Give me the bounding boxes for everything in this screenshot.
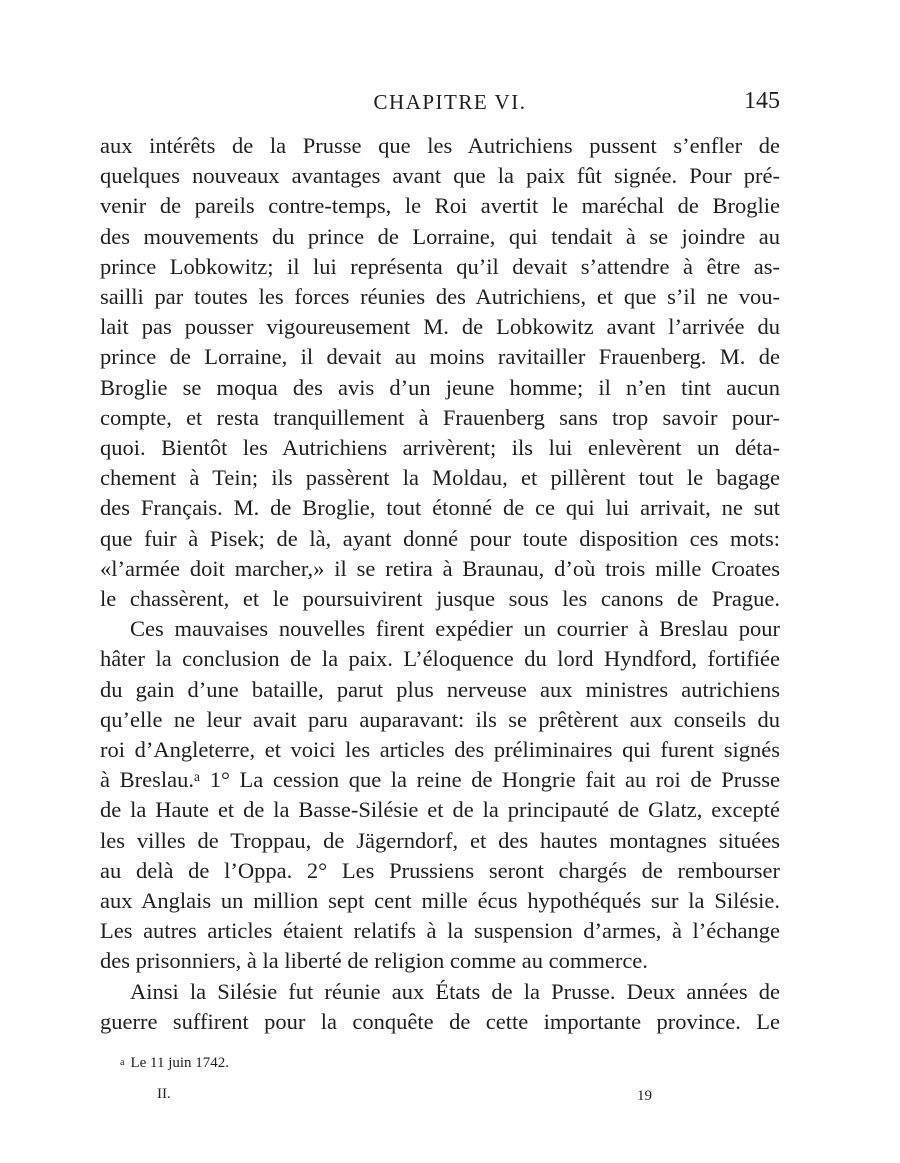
text-line: Broglie se moqua des avis d’un jeune homme; il n’en tint aucun xyxy=(100,374,780,400)
text-line: au delà de l’Oppa. 2° Les Prussiens seront chargés de rembourser xyxy=(100,857,780,883)
text-line: quelques nouveaux avantages avant que la paix fût signée. Pour pré- xyxy=(100,163,780,189)
volume-number: II. xyxy=(157,1086,171,1102)
text-line: prince de Lorraine, il devait au moins ravitailler Frauenberg. M. de xyxy=(100,344,780,370)
footnote-text: Le 11 juin 1742. xyxy=(130,1055,230,1071)
text-line: Ces mauvaises nouvelles firent expédier un courrier à Breslau pour xyxy=(130,616,780,642)
text-line: les villes de Troppau, de Jägerndorf, et des hautes montagnes situées xyxy=(100,827,780,853)
text-line: sailli par toutes les forces réunies des Autrichiens, et que s’il ne vou- xyxy=(100,284,780,310)
text-line: qu’elle ne leur avait paru auparavant: ils se prêtèrent aux conseils du xyxy=(100,706,780,732)
text-line: hâter la conclusion de la paix. L’éloquence du lord Hyndford, fortifiée xyxy=(100,646,780,672)
page-number: 145 xyxy=(744,88,780,114)
text-line: des Français. M. de Broglie, tout étonné de ce qui lui arrivait, ne sut xyxy=(100,495,780,521)
text-line: roi d’Angleterre, et voici les articles des préliminaires qui furent signés xyxy=(100,737,780,763)
footnote xyxy=(120,1055,229,1072)
text-line: aux Anglais un million sept cent mille écus hypothéqués sur la Silésie. xyxy=(100,888,780,914)
text-line: des prisonniers, à la liberté de religion comme au commerce. xyxy=(100,948,648,974)
text-line: quoi. Bientôt les Autrichiens arrivèrent; ils lui enlevèrent un déta- xyxy=(100,435,780,461)
text-line: à Breslau.ᵃ 1° La cession que la reine de Hongrie fait au roi de Prusse xyxy=(100,767,780,793)
text-line: «l’armée doit marcher,» il se retira à Braunau, d’où trois mille Croates xyxy=(100,555,780,581)
text-line: du gain d’une bataille, parut plus nerveuse aux ministres autrichiens xyxy=(100,676,780,702)
text-line: prince Lobkowitz; il lui représenta qu’il devait s’attendre à être as- xyxy=(100,253,780,279)
text-line: que fuir à Pisek; de là, ayant donné pour toute disposition ces mots: xyxy=(100,525,780,551)
text-line: aux intérêts de la Prusse que les Autrichiens pussent s’enfler de xyxy=(100,133,780,158)
paragraph xyxy=(100,131,780,614)
running-title: CHAPITRE VI. xyxy=(373,90,527,114)
text-line: le chassèrent, et le poursuivirent jusque sous les canons de Prague. xyxy=(100,586,780,612)
signature-mark: 19 xyxy=(637,1088,652,1104)
text-line: Ainsi la Silésie fut réunie aux États de la Prusse. Deux années de xyxy=(130,978,780,1004)
body-text xyxy=(100,131,780,1037)
text-line: des mouvements du prince de Lorraine, qui tendait à se joindre au xyxy=(100,223,780,249)
text-line: lait pas pousser vigoureusement M. de Lobkowitz avant l’arrivée du xyxy=(100,314,780,340)
paragraph xyxy=(100,977,780,1037)
text-line: chement à Tein; ils passèrent la Moldau, et pillèrent tout le bagage xyxy=(100,465,780,491)
text-line: guerre suffirent pour la conquête de cette importante province. Le xyxy=(100,1008,780,1034)
text-line: venir de pareils contre-temps, le Roi avertit le maréchal de Broglie xyxy=(100,193,780,219)
text-line: Les autres articles étaient relatifs à la suspension d’armes, à l’échange xyxy=(100,918,780,944)
text-line: de la Haute et de la Basse-Silésie et de la principauté de Glatz, excepté xyxy=(100,797,780,823)
footnote-mark: a xyxy=(120,1057,125,1068)
text-line: compte, et resta tranquillement à Frauenberg sans trop savoir pour- xyxy=(100,404,780,430)
paragraph xyxy=(100,614,780,976)
